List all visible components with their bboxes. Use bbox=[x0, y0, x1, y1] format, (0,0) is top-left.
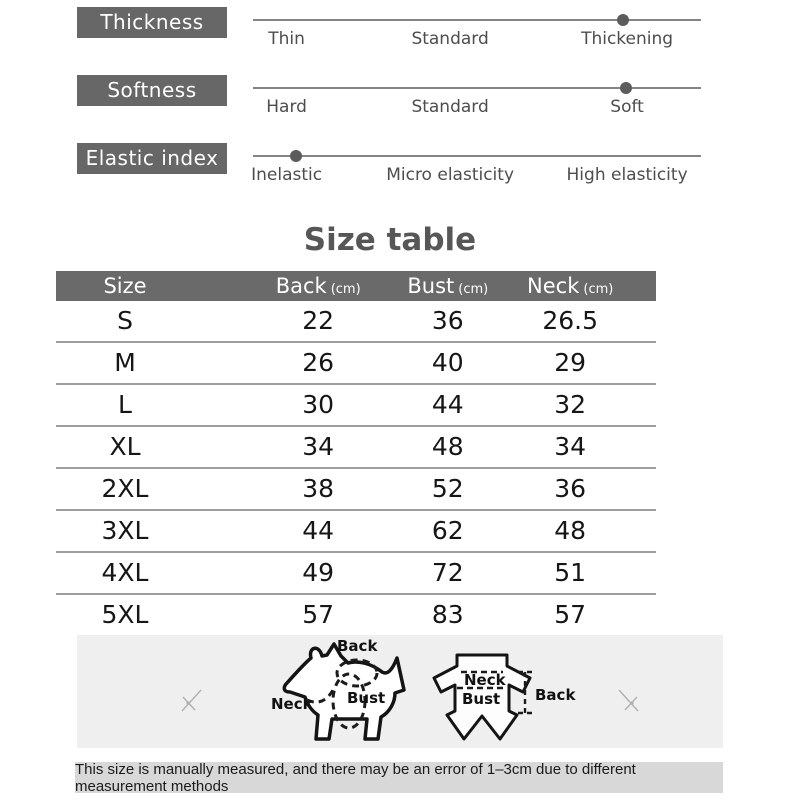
softness-index-row bbox=[0, 75, 800, 135]
scale-label: Thin bbox=[268, 29, 305, 49]
thickness-scale-line bbox=[253, 19, 701, 21]
back-value: 22 bbox=[302, 306, 335, 335]
bust-value: 48 bbox=[431, 432, 464, 461]
size-value: L bbox=[118, 390, 132, 419]
size-table-title: Size table bbox=[303, 222, 477, 258]
bust-value: 72 bbox=[431, 558, 464, 587]
scale-label: Standard bbox=[411, 97, 489, 117]
elastic-scale-line bbox=[253, 155, 701, 157]
back-value: 30 bbox=[302, 390, 335, 419]
garment-bust-label: Bust bbox=[462, 690, 501, 708]
garment-neck-label: Neck bbox=[464, 671, 506, 689]
bust-value: 52 bbox=[431, 474, 464, 503]
back-value: 49 bbox=[302, 558, 335, 587]
size-value: S bbox=[117, 306, 133, 335]
softness-level-dot bbox=[620, 82, 632, 94]
table-row bbox=[56, 343, 656, 385]
thickness-level-dot bbox=[617, 14, 629, 26]
size-value: 4XL bbox=[101, 558, 149, 587]
dog-bust-label: Bust bbox=[347, 689, 386, 707]
softness-index-label: Softness index bbox=[77, 75, 227, 106]
table-row bbox=[56, 511, 656, 553]
table-row bbox=[56, 469, 656, 511]
softness-scale-line bbox=[253, 87, 701, 89]
scale-label: Micro elasticity bbox=[386, 165, 515, 185]
neck-value: 26.5 bbox=[542, 306, 599, 335]
size-value: M bbox=[114, 348, 136, 377]
table-row bbox=[56, 301, 656, 343]
table-row bbox=[56, 595, 656, 635]
size-value: 5XL bbox=[101, 600, 149, 629]
measurement-diagram-panel bbox=[77, 635, 723, 748]
scale-label: Soft bbox=[610, 97, 644, 117]
size-value: 3XL bbox=[101, 516, 149, 545]
size-table-header bbox=[56, 271, 656, 301]
bust-value: 44 bbox=[431, 390, 464, 419]
elastic-index-label: Elastic index bbox=[77, 143, 227, 174]
column-header-neck: Neck (cm) bbox=[527, 274, 614, 298]
thickness-index-row bbox=[0, 7, 800, 67]
neck-value: 57 bbox=[554, 600, 587, 629]
size-value: 2XL bbox=[101, 474, 149, 503]
size-value: XL bbox=[109, 432, 141, 461]
unit-label: (cm) bbox=[458, 282, 489, 297]
column-header-size: Size bbox=[103, 274, 147, 298]
disclaimer-text: This size is manually measured, and there may be an error of 1–3cm due to different measurement methods bbox=[75, 760, 636, 795]
elastic-level-dot bbox=[290, 150, 302, 162]
back-value: 38 bbox=[302, 474, 335, 503]
measurement-disclaimer-bar bbox=[75, 762, 723, 793]
thickness-scale bbox=[253, 7, 701, 67]
dog-back-label: Back bbox=[337, 637, 378, 655]
neck-value: 34 bbox=[554, 432, 587, 461]
table-row bbox=[56, 427, 656, 469]
back-value: 57 bbox=[302, 600, 335, 629]
scale-label: Hard bbox=[266, 97, 307, 117]
bust-value: 40 bbox=[431, 348, 464, 377]
thickness-index-label: Thickness index bbox=[77, 7, 227, 38]
unit-label: (cm) bbox=[330, 282, 361, 297]
elastic-index-row bbox=[0, 143, 800, 203]
back-value: 34 bbox=[302, 432, 335, 461]
neck-value: 48 bbox=[554, 516, 587, 545]
bust-value: 36 bbox=[431, 306, 464, 335]
carousel-next-icon bbox=[617, 687, 641, 713]
size-table bbox=[56, 271, 656, 635]
carousel-prev-icon bbox=[179, 687, 203, 713]
column-header-bust: Bust (cm) bbox=[407, 274, 489, 298]
garment-back-label: Back bbox=[535, 686, 576, 704]
scale-label: Standard bbox=[411, 29, 489, 49]
table-row bbox=[56, 553, 656, 595]
back-value: 26 bbox=[302, 348, 335, 377]
bust-value: 83 bbox=[431, 600, 464, 629]
unit-label: (cm) bbox=[583, 282, 614, 297]
back-value: 44 bbox=[302, 516, 335, 545]
column-header-back: Back (cm) bbox=[275, 274, 361, 298]
dog-measurement-figure bbox=[271, 637, 425, 744]
neck-value: 36 bbox=[554, 474, 587, 503]
dog-body-path bbox=[284, 644, 404, 739]
neck-value: 32 bbox=[554, 390, 587, 419]
elastic-scale bbox=[253, 143, 701, 203]
softness-scale bbox=[253, 75, 701, 135]
scale-label: Inelastic bbox=[251, 165, 323, 185]
bust-value: 62 bbox=[431, 516, 464, 545]
table-row bbox=[56, 385, 656, 427]
garment-measurement-figure bbox=[429, 651, 579, 743]
scale-label: Thickening bbox=[581, 29, 674, 49]
scale-label: High elasticity bbox=[566, 165, 688, 185]
neck-value: 51 bbox=[554, 558, 587, 587]
neck-value: 29 bbox=[554, 348, 587, 377]
dog-neck-label: Neck bbox=[271, 695, 313, 713]
